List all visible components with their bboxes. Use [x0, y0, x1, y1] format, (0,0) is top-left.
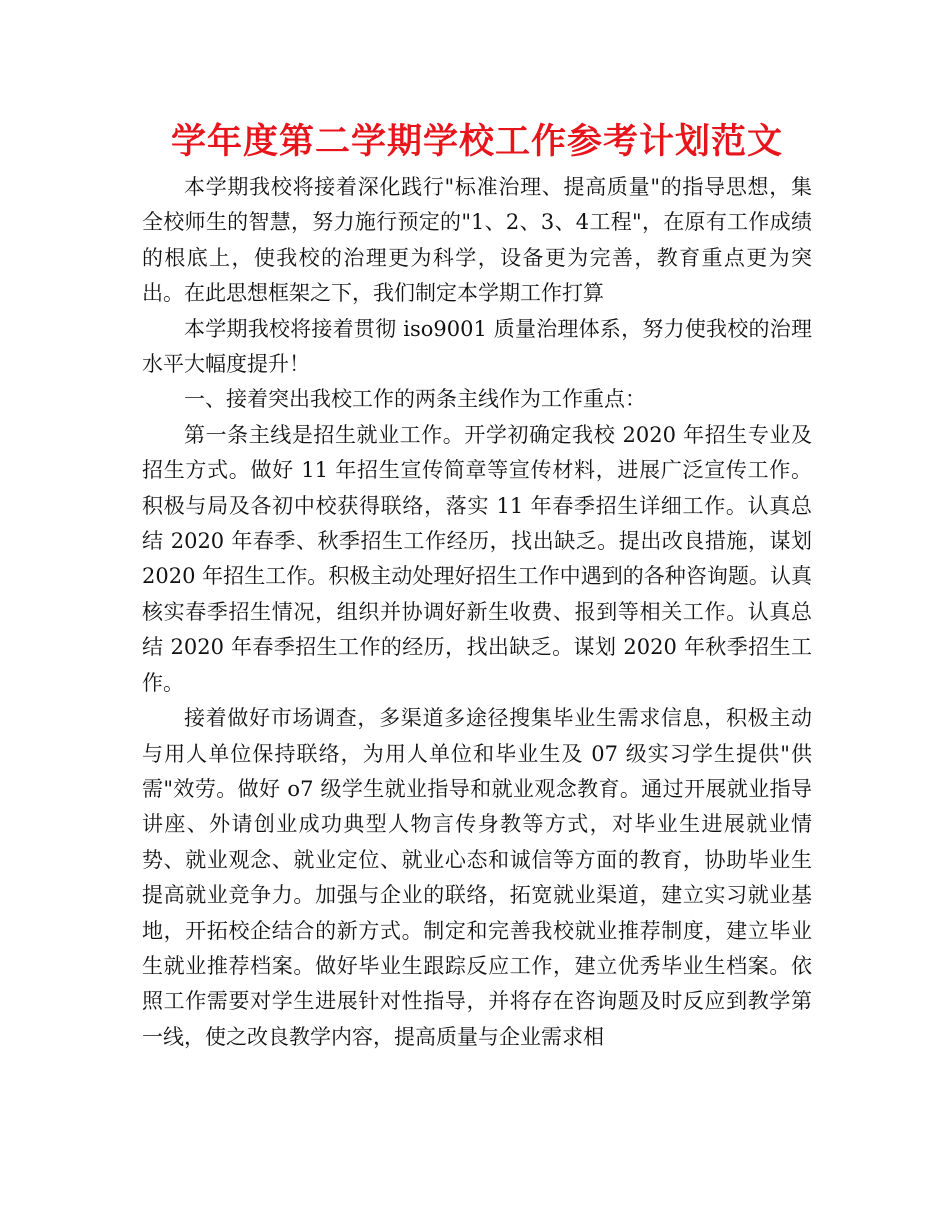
document-body: [142, 118, 812, 1055]
paragraph-employment: 接着做好市场调查，多渠道多途径搜集毕业生需求信息，积极主动与用人单位保持联络，为用人单位和毕业生及 07 级实习学生提供"供需"效劳。做好 o7 级学生就业指导和就业观念教育。通过开展就业指导讲座、外请创业成功典型人物言传身教等方式，对毕业生进展就业情势、就业观念、就业定位、就业心态和诚信等方面的教育，协助毕业生提高就业竞争力。加强与企业的联络，拓宽就业渠道，建立实习就业基地，开拓校企结合的新方式。制定和完善我校就业推荐制度，建立毕业生就业推荐档案。做好毕业生跟踪反应工作，建立优秀毕业生档案。依照工作需要对学生进展针对性指导，并将存在咨询题及时反应到教学第一线，使之改良教学内容，提高质量与企业需求相: [142, 706, 812, 1049]
paragraph-enrollment: 第一条主线是招生就业工作。开学初确定我校 2020 年招生专业及招生方式。做好 11 年招生宣传简章等宣传材料，进展广泛宣传工作。积极与局及各初中校获得联络，落实 11 年春季招生详细工作。认真总结 2020 年春季、秋季招生工作经历，找出缺乏。提出改良措施，谋划 2020 年招生工作。积极主动处理好招生工作中遇到的各种咨询题。认真核实春季招生情况，组织并协调好新生收费、报到等相关工作。认真总结 2020 年春季招生工作的经历，找出缺乏。谋划 2020 年秋季招生工作。: [142, 422, 812, 695]
document-title: 学年度第二学期学校工作参考计划范文: [170, 122, 783, 162]
paragraph-intro: 本学期我校将接着深化践行"标准治理、提高质量"的指导思想，集全校师生的智慧，努力施行预定的"1、2、3、4工程"，在原有工作成绩的根底上，使我校的治理更为科学，设备更为完善，教育重点更为突出。在此思想框架之下，我们制定本学期工作打算: [142, 175, 812, 306]
paragraph-iso9001: 本学期我校将接着贯彻 iso9001 质量治理体系，努力使我校的治理水平大幅度提升！: [142, 316, 812, 377]
section-heading-main-lines: 一、接着突出我校工作的两条主线作为工作重点：: [184, 387, 646, 412]
